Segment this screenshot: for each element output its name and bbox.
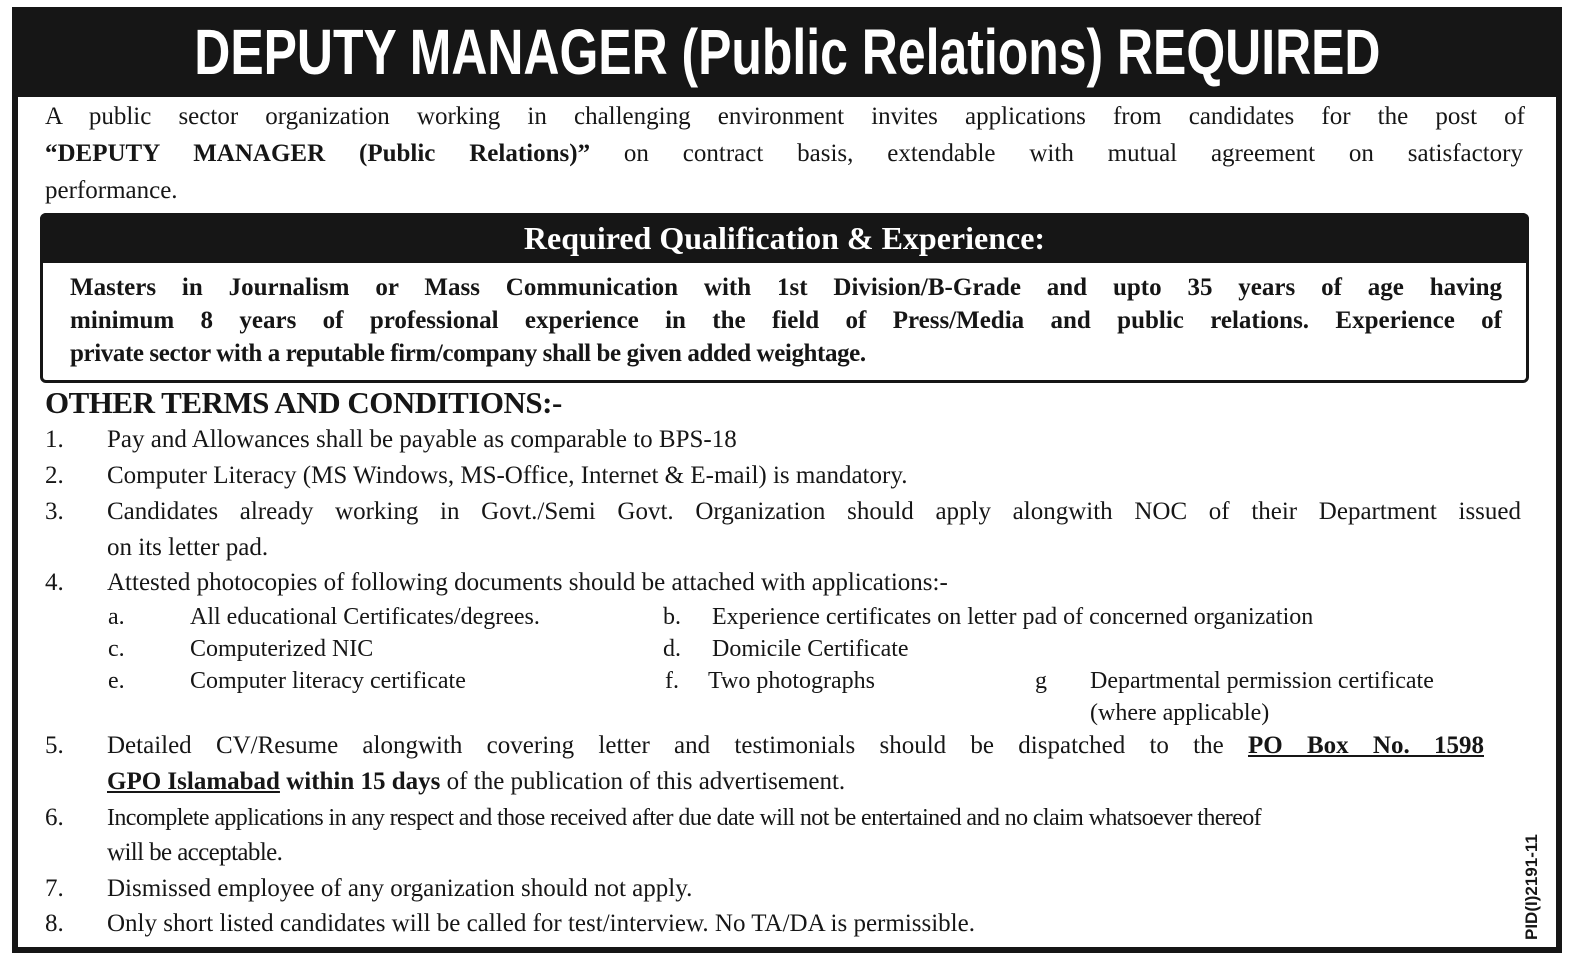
doc-item: Computerized NIC xyxy=(190,636,374,662)
term-item-3-cont: on its letter pad. xyxy=(107,534,269,561)
deadline: within 15 days xyxy=(279,768,441,795)
term-number: 3. xyxy=(45,498,64,525)
doc-letter: d. xyxy=(663,636,681,662)
doc-letter: e. xyxy=(108,668,125,694)
qualification-heading: Required Qualification & Experience: xyxy=(40,213,1529,263)
term-number: 4. xyxy=(45,569,64,596)
qualification-line-2: minimum 8 years of professional experience in the field of Press/Media and public relations. Experience of xyxy=(70,307,1502,334)
term-number: 5. xyxy=(45,732,64,759)
post-title: “DEPUTY MANAGER (Public Relations)” xyxy=(45,140,591,167)
term-item-5-text: Detailed CV/Resume alongwith covering letter and testimonials should be dispatched to the xyxy=(107,732,1248,759)
qualification-line-3: private sector with a reputable firm/company shall be given added weightage. xyxy=(70,340,866,367)
doc-letter: c. xyxy=(108,636,125,662)
term-number: 7. xyxy=(45,875,64,902)
intro-line-1: A public sector organization working in challenging environment invites applications from candidates for the post of xyxy=(45,103,1525,130)
doc-letter: a. xyxy=(108,604,125,630)
doc-item: Domicile Certificate xyxy=(712,636,909,662)
doc-item: Departmental permission certificate xyxy=(1090,668,1434,694)
term-item-4: Attested photocopies of following documents should be attached with applications:- xyxy=(107,569,948,596)
term-item-1: Pay and Allowances shall be payable as comparable to BPS-18 xyxy=(107,426,737,453)
term-item-5 xyxy=(107,731,1484,761)
term-number: 1. xyxy=(45,426,64,453)
term-item-7: Dismissed employee of any organization should not apply. xyxy=(107,875,693,902)
term-number: 6. xyxy=(45,804,64,831)
intro-line-2 xyxy=(45,139,1523,169)
term-item-6-cont: will be acceptable. xyxy=(107,839,283,866)
doc-item-note: (where applicable) xyxy=(1090,700,1270,726)
term-item-6: Incomplete applications in any respect and those received after due date will not be entertained and no claim whatsoever thereof xyxy=(107,805,1262,831)
terms-heading: OTHER TERMS AND CONDITIONS:- xyxy=(45,385,562,420)
page-title: DEPUTY MANAGER (Public Relations) REQUIRED xyxy=(193,16,1381,88)
term-item-2: Computer Literacy (MS Windows, MS-Office, Internet & E-mail) is mandatory. xyxy=(107,462,908,489)
doc-item: Experience certificates on letter pad of concerned organization xyxy=(712,604,1314,630)
doc-item: Computer literacy certificate xyxy=(190,668,466,694)
term-number: 8. xyxy=(45,910,64,937)
doc-item: Two photographs xyxy=(708,668,875,694)
term-item-5-rest: of the publication of this advertisement. xyxy=(440,768,846,795)
doc-letter: f. xyxy=(665,668,679,694)
po-box: PO Box No. 1598 xyxy=(1248,732,1484,759)
intro-line-3: performance. xyxy=(45,177,178,204)
term-item-5-cont xyxy=(107,767,845,797)
title-banner xyxy=(12,7,1562,97)
publication-id: PID(I)2191-11 xyxy=(1522,834,1541,940)
doc-letter: g xyxy=(1035,668,1047,694)
term-item-8: Only short listed candidates will be called for test/interview. No TA/DA is permissible. xyxy=(107,910,975,937)
doc-item: All educational Certificates/degrees. xyxy=(190,604,540,630)
qualification-line-1: Masters in Journalism or Mass Communication with 1st Division/B-Grade and upto 35 years of age having xyxy=(70,274,1502,301)
gpo-islamabad: GPO Islamabad xyxy=(107,768,280,795)
term-number: 2. xyxy=(45,462,64,489)
doc-letter: b. xyxy=(663,604,681,630)
term-item-3: Candidates already working in Govt./Semi Govt. Organization should apply alongwith NOC of their Department issued xyxy=(107,498,1521,525)
intro-line-2-text: on contract basis, extendable with mutual agreement on satisfactory xyxy=(590,140,1524,167)
